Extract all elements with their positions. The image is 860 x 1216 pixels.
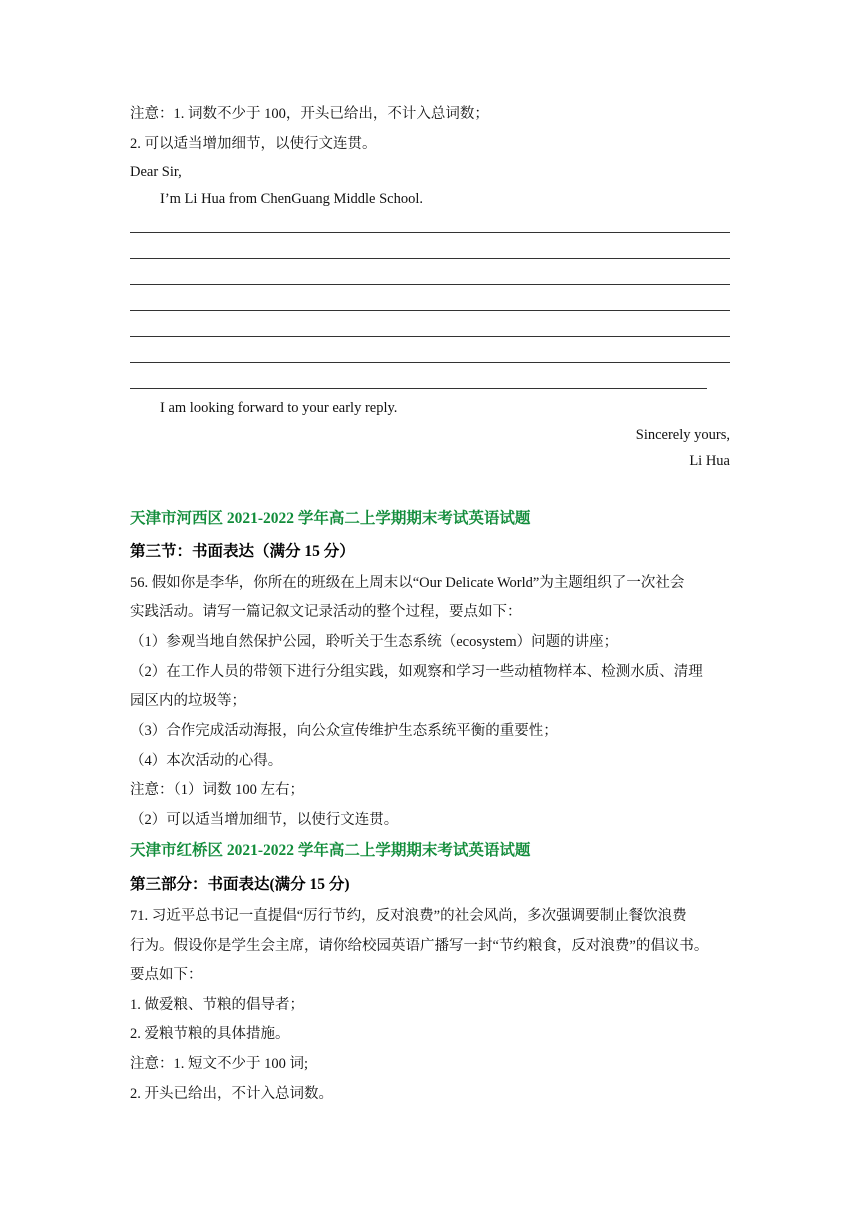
point-4: （4）本次活动的心得。 [130,753,283,769]
answer-line [130,388,707,389]
note-opening: 2. 开头已给出，不计入总词数。 [130,1086,333,1102]
answer-line [130,232,730,233]
point-2-line2: 园区内的垃圾等； [130,693,246,709]
letter-signature: Li Hua [689,453,730,469]
answer-line [130,336,730,337]
question-56-line2: 实践活动。请写一篇记叙文记录活动的整个过程，要点如下： [130,604,522,620]
point-1: 1. 做爱粮、节粮的倡导者； [130,997,304,1013]
question-71-line3: 要点如下： [130,967,203,983]
answer-line [130,362,730,363]
letter-closing-line: I am looking forward to your early reply. [160,400,398,416]
note-word-count: 注意：1. 词数不少于 100，开头已给出，不计入总词数； [130,106,489,122]
answer-line [130,258,730,259]
question-56-line1: 56. 假如你是李华，你所在的班级在上周末以“Our Delicate World”为主题组织了一次社会 [130,575,685,591]
section-title-hexi: 天津市河西区 2021-2022 学年高二上学期期末考试英语试题 [130,510,531,527]
note-word-count: 注意：1. 短文不少于 100 词; [130,1056,309,1072]
note-details: 2. 可以适当增加细节，以使行文连贯。 [130,136,377,152]
letter-signoff: Sincerely yours, [635,427,730,443]
question-71-line1: 71. 习近平总书记一直提倡“厉行节约，反对浪费”的社会风尚，多次强调要制止餐饮浪费 [130,908,687,924]
section-subtitle-hongqiao: 第三部分：书面表达(满分 15 分) [130,876,350,893]
answer-line [130,284,730,285]
note-word-count: 注意：（1）词数 100 左右； [130,782,304,798]
section-subtitle-hexi: 第三节：书面表达（满分 15 分） [130,543,355,560]
letter-intro: I’m Li Hua from ChenGuang Middle School. [160,191,423,207]
point-1: （1）参观当地自然保护公园，聆听关于生态系统（ecosystem）问题的讲座； [130,634,619,650]
letter-salutation: Dear Sir, [130,164,182,180]
answer-line [130,310,730,311]
note-details: （2）可以适当增加细节，以使行文连贯。 [130,812,399,828]
point-2-line1: （2）在工作人员的带领下进行分组实践，如观察和学习一些动植物样本、检测水质、清理 [130,664,703,680]
question-71-line2: 行为。假设你是学生会主席，请你给校园英语广播写一封“节约粮食，反对浪费”的倡议书。 [130,938,709,954]
point-2: 2. 爱粮节粮的具体措施。 [130,1026,290,1042]
section-title-hongqiao: 天津市红桥区 2021-2022 学年高二上学期期末考试英语试题 [130,842,531,859]
point-3: （3）合作完成活动海报，向公众宣传维护生态系统平衡的重要性； [130,723,558,739]
